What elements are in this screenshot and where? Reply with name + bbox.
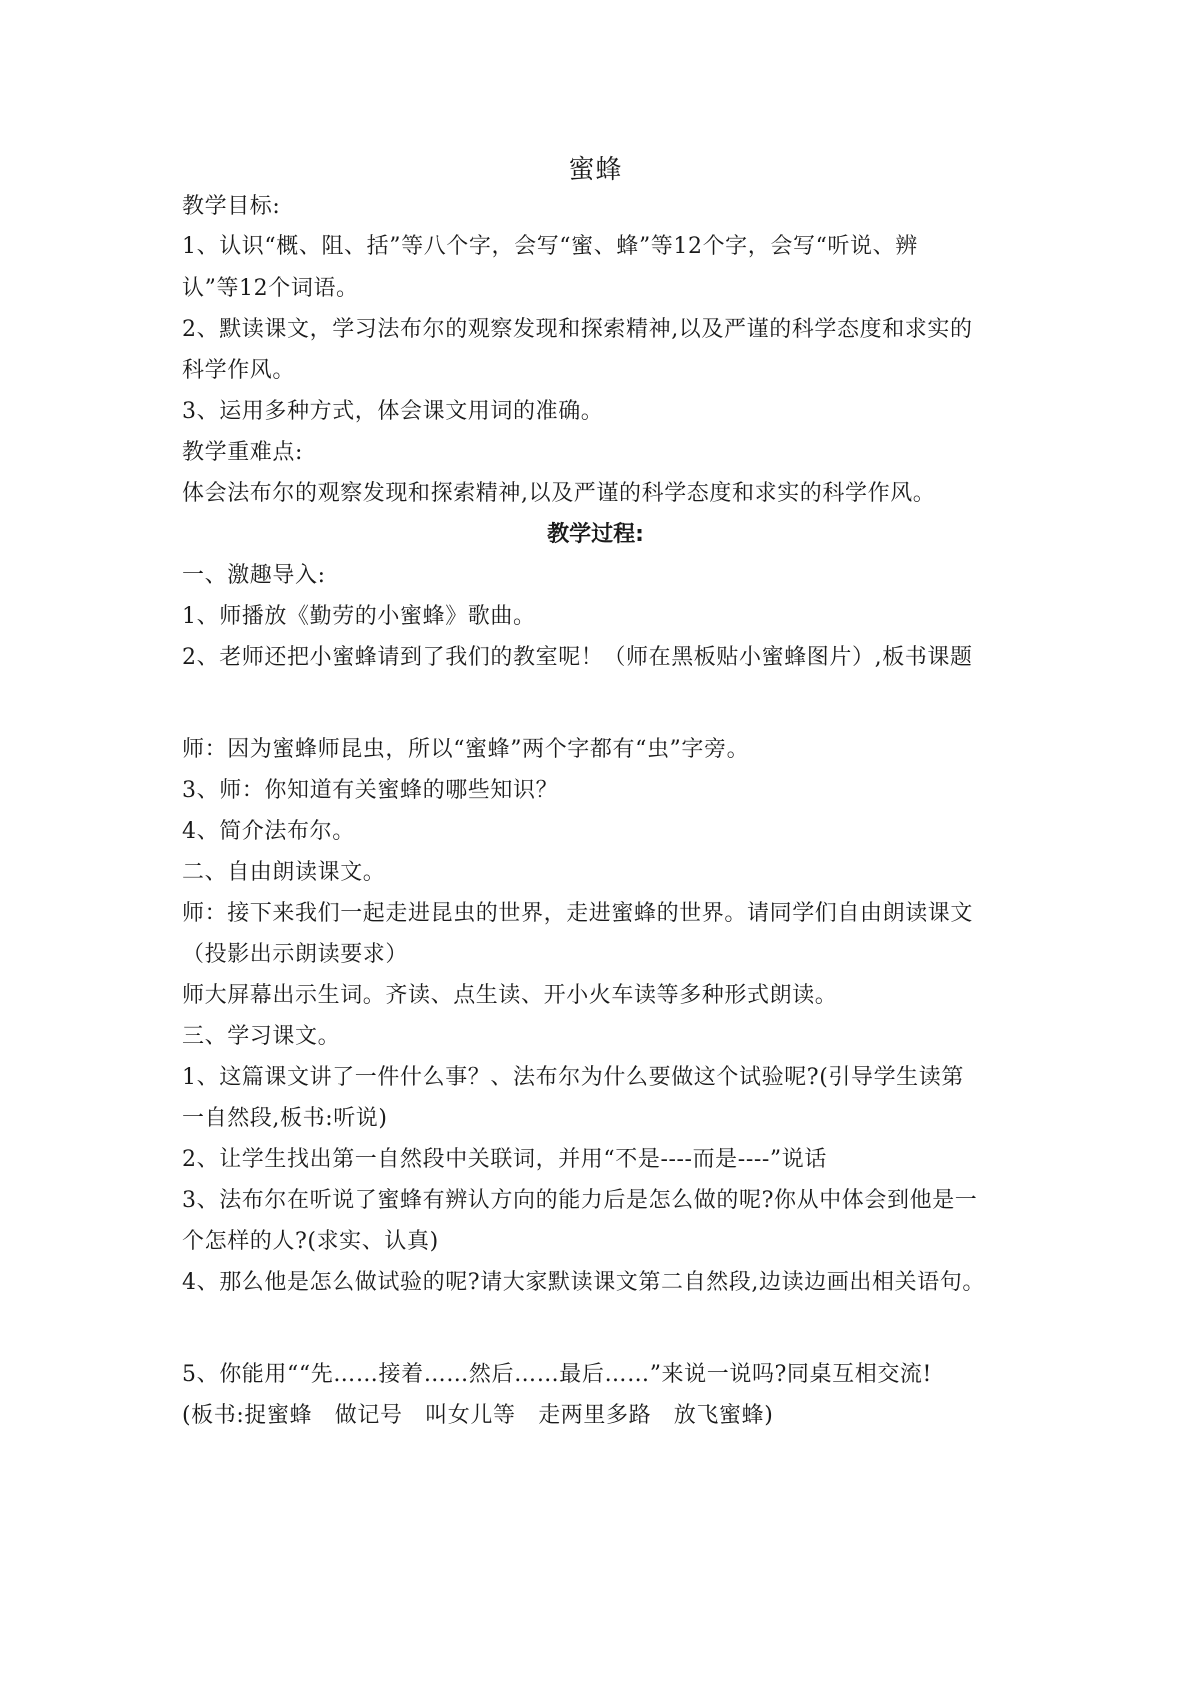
paragraph-line: 1、认识“概、阻、括”等八个字，会写“蜜、蜂”等12个字，会写“听说、辨 [182, 234, 918, 259]
paragraph-line: 科学作风。 [182, 358, 296, 383]
paragraph-line: 4、那么他是怎么做试验的呢?请大家默读课文第二自然段,边读边画出相关语句。 [182, 1270, 985, 1295]
paragraph-line: 3、法布尔在听说了蜜蜂有辨认方向的能力后是怎么做的呢?你从中体会到他是一 [182, 1188, 978, 1213]
paragraph-line: 个怎样的人?(求实、认真) [182, 1229, 439, 1254]
paragraph-line: 4、简介法布尔。 [182, 819, 355, 844]
section-heading-intro: 一、激趣导入: [182, 563, 326, 588]
section-heading-key-points: 教学重难点: [182, 440, 304, 465]
section-heading-objectives: 教学目标: [182, 194, 281, 219]
section-heading-reading: 二、自由朗读课文。 [182, 860, 386, 885]
paragraph-line: 1、师播放《勤劳的小蜜蜂》歌曲。 [182, 604, 536, 629]
paragraph-line: 2、让学生找出第一自然段中关联词，并用“不是----而是----”说话 [182, 1147, 827, 1172]
paragraph-line: 师大屏幕出示生词。齐读、点生读、开小火车读等多种形式朗读。 [182, 983, 838, 1008]
paragraph-line: 5、你能用““先……接着……然后……最后……”来说一说吗?同桌互相交流! [182, 1362, 932, 1387]
paragraph-line: 3、运用多种方式，体会课文用词的准确。 [182, 399, 604, 424]
paragraph-line: 体会法布尔的观察发现和探索精神,以及严谨的科学态度和求实的科学作风。 [182, 481, 936, 506]
paragraph-line: (板书:捉蜜蜂 做记号 叫女儿等 走两里多路 放飞蜜蜂) [182, 1403, 774, 1428]
paragraph-line: 一自然段,板书:听说) [182, 1106, 388, 1131]
paragraph-line: 师：接下来我们一起走进昆虫的世界，走进蜜蜂的世界。请同学们自由朗读课文 [182, 901, 974, 926]
document-title: 蜜蜂 [568, 155, 623, 185]
paragraph-line: 2、默读课文，学习法布尔的观察发现和探索精神,以及严谨的科学态度和求实的 [182, 317, 973, 342]
section-heading-study: 三、学习课文。 [182, 1024, 341, 1049]
section-heading-process: 教学过程: [547, 522, 644, 547]
paragraph-line: 2、老师还把小蜜蜂请到了我们的教室呢！（师在黑板贴小蜜蜂图片）,板书课题 [182, 645, 973, 670]
paragraph-line: 认”等12个词语。 [182, 276, 359, 301]
paragraph-line: 3、师：你知道有关蜜蜂的哪些知识？ [182, 778, 559, 803]
paragraph-line: 师：因为蜜蜂师昆虫，所以“蜜蜂”两个字都有“虫”字旁。 [182, 737, 750, 762]
paragraph-line: （投影出示朗读要求） [182, 942, 409, 967]
paragraph-line: 1、这篇课文讲了一件什么事？、法布尔为什么要做这个试验呢?(引导学生读第 [182, 1065, 964, 1090]
